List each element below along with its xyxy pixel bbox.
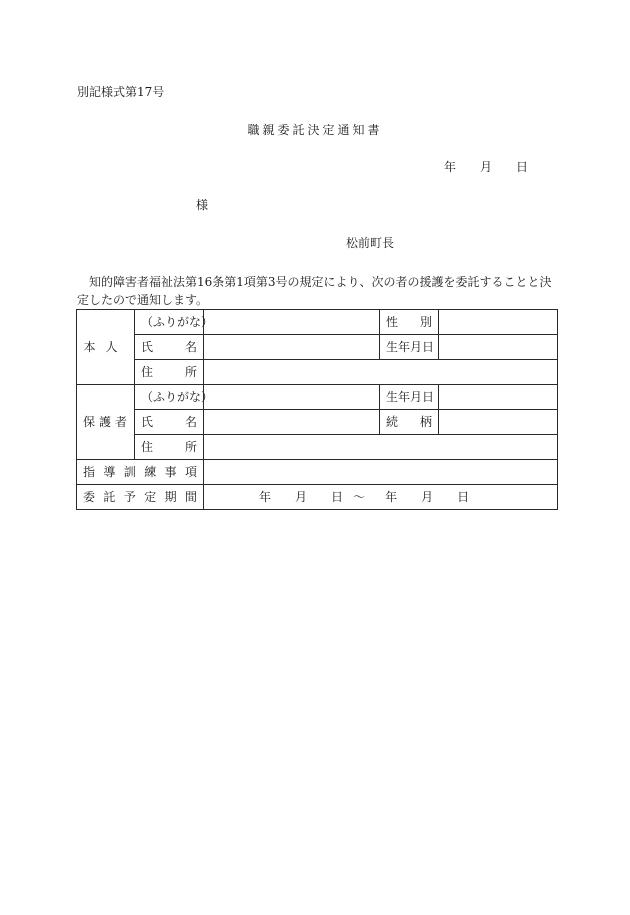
date-day-label: 日 xyxy=(516,160,529,174)
period-start-year: 年 xyxy=(259,490,272,504)
period-end-year: 年 xyxy=(385,490,398,504)
guardian-name-row xyxy=(77,410,558,435)
addressee-honorific: 様 xyxy=(196,198,209,212)
guidance-row xyxy=(77,460,558,485)
person-gender-field[interactable] xyxy=(439,310,558,335)
issue-date xyxy=(444,161,528,173)
person-address-row xyxy=(77,360,558,385)
person-name-field[interactable] xyxy=(204,335,380,360)
date-year-label: 年 xyxy=(444,160,457,174)
guardian-name-field[interactable] xyxy=(204,410,380,435)
guardian-furigana-row xyxy=(77,385,558,410)
person-group-label: 本人 xyxy=(77,310,135,385)
guardian-group-label: 保護者 xyxy=(77,385,135,460)
guardian-address-field[interactable] xyxy=(204,435,558,460)
period-row xyxy=(77,485,558,510)
person-birthdate-field[interactable] xyxy=(439,335,558,360)
person-furigana-label: （ふりがな） xyxy=(135,310,204,335)
person-address-field[interactable] xyxy=(204,360,558,385)
guidance-field[interactable] xyxy=(204,460,558,485)
person-gender-label: 性別 xyxy=(380,310,439,335)
person-furigana-row xyxy=(77,310,558,335)
guardian-address-row xyxy=(77,435,558,460)
date-month-label: 月 xyxy=(480,160,493,174)
period-end-day: 日 xyxy=(457,490,470,504)
guardian-furigana-field[interactable] xyxy=(204,385,380,410)
guardian-birthdate-field[interactable] xyxy=(439,385,558,410)
document-title: 職親委託決定通知書 xyxy=(247,123,383,137)
form-number: 別記様式第17号 xyxy=(77,85,165,99)
guardian-relationship-field[interactable] xyxy=(439,410,558,435)
notice-body: 知的障害者福祉法第16条第1項第3号の規定により、次の者の援護を委託することと決定したので通知します。 xyxy=(77,275,552,307)
guardian-furigana-label: （ふりがな） xyxy=(135,385,204,410)
guidance-label: 指導訓練事項 xyxy=(77,460,204,485)
period-end-month: 月 xyxy=(421,490,434,504)
person-address-label: 住所 xyxy=(135,360,204,385)
period-label: 委託予定期間 xyxy=(77,485,204,510)
guardian-name-label: 氏名 xyxy=(135,410,204,435)
person-name-row xyxy=(77,335,558,360)
period-start-day: 日 xyxy=(331,490,344,504)
period-field[interactable] xyxy=(204,485,558,510)
sender-name: 松前町長 xyxy=(346,236,395,250)
person-birthdate-label: 生年月日 xyxy=(380,335,439,360)
guardian-relationship-label: 続柄 xyxy=(380,410,439,435)
period-start-month: 月 xyxy=(295,490,308,504)
person-name-label: 氏名 xyxy=(135,335,204,360)
guardian-birthdate-label: 生年月日 xyxy=(380,385,439,410)
guardian-address-label: 住所 xyxy=(135,435,204,460)
entrustment-table xyxy=(76,309,558,510)
person-furigana-field[interactable] xyxy=(204,310,380,335)
period-separator: ～ xyxy=(353,490,366,504)
